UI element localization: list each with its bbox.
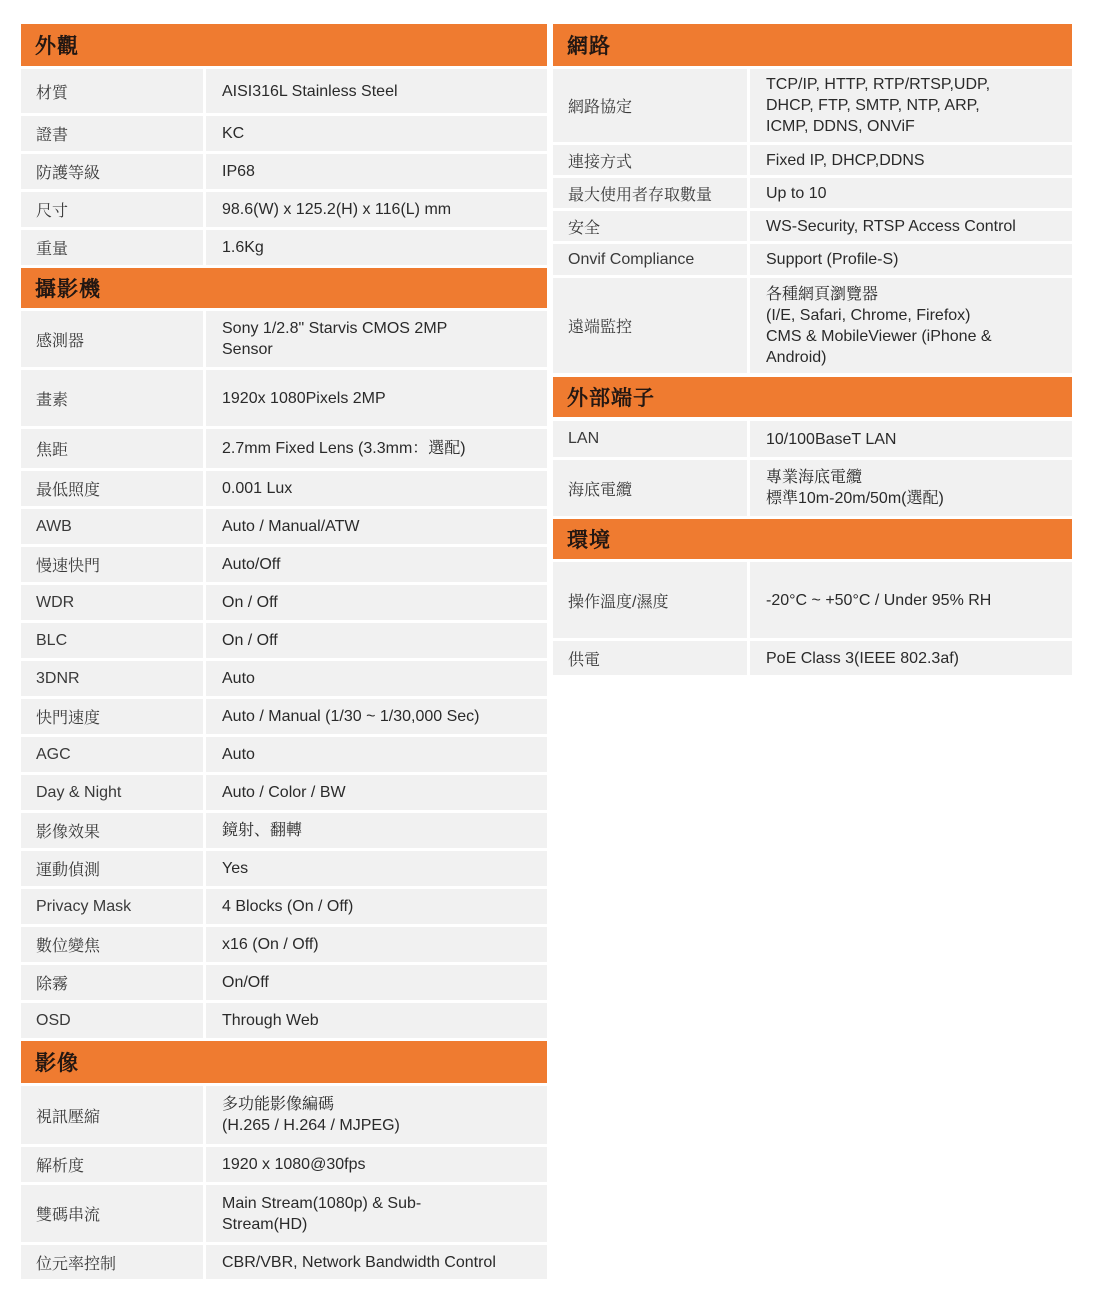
- spec-row: [21, 116, 547, 151]
- spec-label: 材質: [21, 69, 203, 113]
- spec-label: 最低照度: [21, 471, 203, 506]
- spec-row: [21, 737, 547, 772]
- spec-value: TCP/IP, HTTP, RTP/RTSP,UDP, DHCP, FTP, SMTP, NTP, ARP, ICMP, DDNS, ONViF: [750, 69, 1072, 142]
- spec-row: [553, 562, 1072, 638]
- spec-label: 連接方式: [553, 145, 747, 175]
- spec-row: [21, 623, 547, 658]
- spec-value: x16 (On / Off): [206, 927, 547, 962]
- spec-value: Sony 1/2.8" Starvis CMOS 2MP Sensor: [206, 311, 547, 367]
- spec-row: [553, 145, 1072, 175]
- spec-value: -20°C ~ +50°C / Under 95% RH: [750, 562, 1072, 638]
- spec-label: 3DNR: [21, 661, 203, 696]
- spec-row: [21, 889, 547, 924]
- spec-value: Up to 10: [750, 178, 1072, 208]
- spec-value: 多功能影像編碼 (H.265 / H.264 / MJPEG): [206, 1086, 547, 1144]
- spec-row: [21, 1245, 547, 1279]
- spec-row: [553, 178, 1072, 208]
- spec-row: [21, 311, 547, 367]
- spec-value: 專業海底電纜 標準10m-20m/50m(選配): [750, 460, 1072, 516]
- spec-row: [21, 471, 547, 506]
- spec-value: On / Off: [206, 623, 547, 658]
- spec-row: [553, 460, 1072, 516]
- spec-row: [21, 547, 547, 582]
- spec-label: 慢速快門: [21, 547, 203, 582]
- spec-value: Main Stream(1080p) & Sub- Stream(HD): [206, 1185, 547, 1242]
- spec-label: 數位變焦: [21, 927, 203, 962]
- spec-row: [21, 851, 547, 886]
- spec-row: [21, 154, 547, 189]
- spec-label: 網路協定: [553, 69, 747, 142]
- spec-label: 尺寸: [21, 192, 203, 227]
- spec-value: 4 Blocks (On / Off): [206, 889, 547, 924]
- section-header-network: 網路: [553, 24, 1072, 66]
- spec-row: [553, 421, 1072, 457]
- spec-row: [21, 1147, 547, 1182]
- spec-label: 畫素: [21, 370, 203, 426]
- spec-value: Support (Profile-S): [750, 244, 1072, 275]
- spec-row: [21, 69, 547, 113]
- spec-row: [553, 641, 1072, 675]
- spec-label: 防護等級: [21, 154, 203, 189]
- spec-row: [21, 429, 547, 468]
- section-header-camera: 攝影機: [21, 268, 547, 308]
- spec-label: WDR: [21, 585, 203, 620]
- spec-row: [21, 1003, 547, 1038]
- spec-label: 最大使用者存取數量: [553, 178, 747, 208]
- spec-value: WS-Security, RTSP Access Control: [750, 211, 1072, 241]
- spec-value: Yes: [206, 851, 547, 886]
- spec-label: Onvif Compliance: [553, 244, 747, 275]
- spec-value: Auto/Off: [206, 547, 547, 582]
- spec-row: [553, 244, 1072, 275]
- spec-label: Day & Night: [21, 775, 203, 810]
- spec-value: On/Off: [206, 965, 547, 1000]
- spec-value: PoE Class 3(IEEE 802.3af): [750, 641, 1072, 675]
- section-header-video: 影像: [21, 1041, 547, 1083]
- spec-value: KC: [206, 116, 547, 151]
- spec-row: [553, 69, 1072, 142]
- spec-value: Auto / Manual/ATW: [206, 509, 547, 544]
- spec-value: 鏡射、翻轉: [206, 813, 547, 848]
- spec-row: [21, 509, 547, 544]
- spec-label: AWB: [21, 509, 203, 544]
- spec-label: 證書: [21, 116, 203, 151]
- spec-label: 影像效果: [21, 813, 203, 848]
- spec-row: [553, 211, 1072, 241]
- spec-row: [21, 927, 547, 962]
- spec-label: BLC: [21, 623, 203, 658]
- spec-label: 海底電纜: [553, 460, 747, 516]
- spec-row: [21, 585, 547, 620]
- spec-value: 98.6(W) x 125.2(H) x 116(L) mm: [206, 192, 547, 227]
- spec-label: 解析度: [21, 1147, 203, 1182]
- spec-row: [21, 965, 547, 1000]
- spec-label: 位元率控制: [21, 1245, 203, 1279]
- spec-row: [21, 192, 547, 227]
- spec-value: AISI316L Stainless Steel: [206, 69, 547, 113]
- spec-label: 視訊壓縮: [21, 1086, 203, 1144]
- spec-value: Auto / Color / BW: [206, 775, 547, 810]
- spec-value: IP68: [206, 154, 547, 189]
- spec-value: 10/100BaseT LAN: [750, 421, 1072, 457]
- spec-label: 安全: [553, 211, 747, 241]
- section-header-appearance: 外觀: [21, 24, 547, 66]
- spec-label: 遠端監控: [553, 278, 747, 373]
- spec-value: Auto / Manual (1/30 ~ 1/30,000 Sec): [206, 699, 547, 734]
- section-header-environment: 環境: [553, 519, 1072, 559]
- spec-label: OSD: [21, 1003, 203, 1038]
- spec-label: 供電: [553, 641, 747, 675]
- spec-value: On / Off: [206, 585, 547, 620]
- spec-row: [21, 775, 547, 810]
- spec-row: [21, 813, 547, 848]
- spec-value: 各種網頁瀏覽器 (I/E, Safari, Chrome, Firefox) CMS & MobileViewer (iPhone & Android): [750, 278, 1072, 373]
- section-header-external-ports: 外部端子: [553, 377, 1072, 417]
- spec-value: 1920x 1080Pixels 2MP: [206, 370, 547, 426]
- spec-column-left: [21, 24, 547, 1279]
- spec-label: 操作溫度/濕度: [553, 562, 747, 638]
- spec-row: [21, 370, 547, 426]
- spec-value: Auto: [206, 661, 547, 696]
- spec-label: 雙碼串流: [21, 1185, 203, 1242]
- spec-label: 感測器: [21, 311, 203, 367]
- spec-row: [21, 699, 547, 734]
- spec-label: 除霧: [21, 965, 203, 1000]
- spec-row: [21, 661, 547, 696]
- spec-label: LAN: [553, 421, 747, 457]
- spec-value: 1.6Kg: [206, 230, 547, 265]
- spec-row: [21, 1185, 547, 1242]
- spec-label: 快門速度: [21, 699, 203, 734]
- spec-value: Fixed IP, DHCP,DDNS: [750, 145, 1072, 175]
- spec-row: [21, 230, 547, 265]
- spec-row: [553, 278, 1072, 373]
- spec-column-right: [553, 24, 1072, 675]
- spec-label: Privacy Mask: [21, 889, 203, 924]
- spec-row: [21, 1086, 547, 1144]
- spec-label: AGC: [21, 737, 203, 772]
- spec-label: 運動偵測: [21, 851, 203, 886]
- spec-value: 2.7mm Fixed Lens (3.3mm：選配): [206, 429, 547, 468]
- spec-label: 重量: [21, 230, 203, 265]
- spec-value: 0.001 Lux: [206, 471, 547, 506]
- spec-value: Through Web: [206, 1003, 547, 1038]
- spec-value: CBR/VBR, Network Bandwidth Control: [206, 1245, 547, 1279]
- spec-value: 1920 x 1080@30fps: [206, 1147, 547, 1182]
- spec-label: 焦距: [21, 429, 203, 468]
- spec-value: Auto: [206, 737, 547, 772]
